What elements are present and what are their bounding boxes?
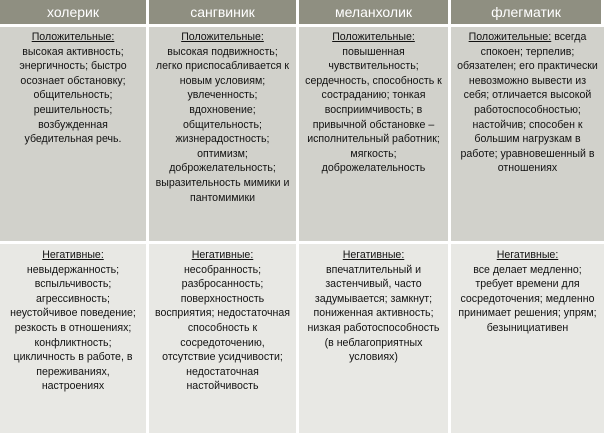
positive-choleric bbox=[0, 24, 149, 241]
positive-melancholic bbox=[299, 24, 451, 241]
positive-title: Положительные: bbox=[181, 31, 264, 43]
positive-title: Положительные: bbox=[31, 31, 115, 43]
positive-text: повышенная чувствительность; сердечность, способность к состраданию; тонкая восприимчивость; в привычной обстановке – исполнительный работник; мягкость; доброжелательность bbox=[305, 45, 442, 175]
negative-title: Негативные: bbox=[191, 249, 254, 261]
negative-melancholic bbox=[299, 241, 451, 433]
header-melancholic: меланхолик bbox=[299, 0, 451, 24]
negative-title: Негативные: bbox=[342, 249, 405, 261]
positive-text: всегда спокоен; терпелив; обязателен; его практически невозможно вывести из себя; отличается высокой работоспособностью; настойчив; способен к большим нагрузкам в работе; уравновешенный в отношениях bbox=[457, 31, 598, 175]
negative-phlegmatic bbox=[451, 241, 604, 433]
negative-sanguine bbox=[149, 241, 299, 433]
negative-text: невыдержанность; вспыльчивость; агрессивность; неустойчивое поведение; резкость в отношениях; конфликтность; цикличность в работе, в переживаниях, настроениях bbox=[10, 263, 136, 393]
negative-title: Негативные: bbox=[42, 249, 104, 261]
positive-text: высокая подвижность; легко приспосабливается к новым условиям; увлеченность; вдохновение; общительность; жизнерадостность; оптимизм; доброжелательность; выразительность мимики и пантомимики bbox=[155, 45, 290, 204]
positive-sanguine bbox=[149, 24, 299, 241]
positive-text: высокая активность; энергичность; быстро осознает обстановку; общительность; решительность; возбужденная убедительная речь. bbox=[19, 45, 127, 146]
negative-choleric bbox=[0, 241, 149, 433]
positive-title: Положительные: bbox=[468, 31, 552, 43]
positive-title: Положительные: bbox=[332, 31, 415, 43]
negative-text: несобранность; разбросанность; поверхностность восприятия; недостаточная способность к сосредоточению, отсутствие усидчивости; недостаточная настойчивость bbox=[154, 263, 291, 393]
header-choleric: холерик bbox=[0, 0, 149, 24]
header-phlegmatic: флегматик bbox=[451, 0, 604, 24]
negative-text: впечатлительный и застенчивый, часто задумывается; замкнут; пониженная активность; низкая работоспособность (в неблагоприятных условиях) bbox=[307, 263, 440, 364]
positive-phlegmatic bbox=[451, 24, 604, 241]
negative-text: все делает медленно; требует времени для сосредоточения; медленно принимает решения; упрям; безынициативен bbox=[458, 263, 597, 334]
negative-title: Негативные: bbox=[496, 249, 559, 261]
header-sanguine: сангвиник bbox=[149, 0, 299, 24]
